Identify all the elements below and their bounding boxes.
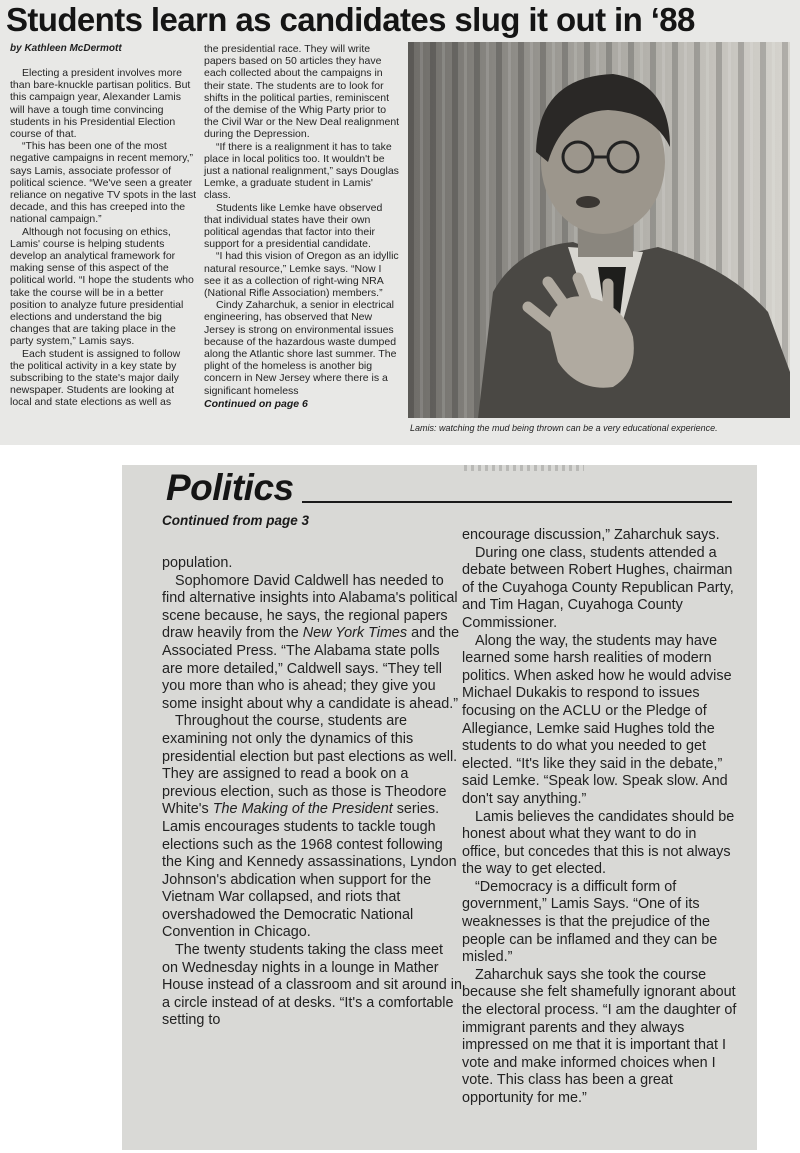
- top-article-clipping: [0, 0, 800, 445]
- paragraph: Each student is assigned to follow the political activity in a key state by subscribing to the state's major daily newspaper. Students are looking at local and state elections as well as: [10, 347, 181, 409]
- paragraph: Throughout the course, students are examining not only the dynamics of this presidential election but past elections as well. They are assigned to read a book on a previous election, such as those is Theodore White's The Making of the President series. Lamis encourages students to tackle tough elections such as the 1968 contest following the King and Kennedy assassinations, Lyndon Johnson's abdication when support for the Vietnam War collapsed, and riots that overshadowed the Democratic National Convention in Chicago.: [162, 713, 458, 941]
- section-title-rule: [302, 501, 732, 503]
- paragraph: Cindy Zaharchuk, a senior in electrical engineering, has observed that New Jersey is strong on environmental issues because of the hazardous waste dumped along the Atlantic shore last summer. The plight of the homeless is another big concern in New Jersey where there is a significant homeless: [204, 299, 397, 397]
- italic-title: The Making of the President: [212, 801, 393, 818]
- article-column-1: [10, 67, 196, 409]
- article-column-2: [204, 43, 400, 410]
- paragraph: Sophomore David Caldwell has needed to find alternative insights into Alabama's political scene because, he says, the regional papers draw heavily from the New York Times and the Associated Press. “The Alabama state polls are more detailed,” Caldwell says. “They tell you more than who is ahead; they give you some insight about why a candidate is ahead.”: [162, 572, 460, 712]
- paragraph: encourage discussion,” Zaharchuk says.: [462, 527, 720, 543]
- continued-on-page-6: Continued on page 6: [204, 397, 308, 410]
- photo-caption: Lamis: watching the mud being thrown can be a very educational experience.: [410, 423, 718, 433]
- paragraph: Lamis believes the candidates should be honest about what they want to do in office, but concedes that this is not always the way to get elected.: [462, 808, 735, 878]
- paragraph: The twenty students taking the class meet on Wednesday nights in a lounge in Mather House instead of a classroom and sit around in a circle instead of at desks. “It's a comfortable setting to: [162, 942, 462, 1029]
- paragraph: the presidential race. They will write papers based on 50 articles they have each collected about the campaigns in their state. The students are to look for shifts in the political parties, reminiscent of the demise of the Whig Party prior to the Civil War or the New Deal realignment during the Depression.: [204, 43, 400, 141]
- continued-from-page-3: Continued from page 3: [162, 513, 310, 528]
- section-title: Politics: [166, 467, 294, 508]
- clipped-edge-text: [464, 465, 584, 471]
- paragraph: “If there is a realignment it has to take place in local politics too. It wouldn't be just a national realignment,” says Douglas Lemke, a graduate student in Lamis' class.: [204, 140, 399, 202]
- byline: by Kathleen McDermott: [10, 43, 122, 54]
- continuation-column-2: [462, 527, 737, 1108]
- paragraph: “I had this vision of Oregon as an idyllic natural resource,” Lemke says. “Now I see it as a collection of right-wing NRA (National Rifle Association) members.”: [204, 250, 399, 300]
- bottom-article-clipping: [122, 465, 757, 1150]
- paragraph: Zaharchuk says she took the course because she felt shamefully ignorant about the electoral process. “I am the daughter of immigrant parents and they always impressed on me that it is important that I vote and make informed choices when I vote. This class has been a great opportunity for me.”: [462, 966, 737, 1106]
- paragraph: Along the way, the students may have learned some harsh realities of modern politics. When asked how he would advise Michael Dukakis to respond to issues focusing on the ACLU or the Pledge of Allegiance, Lemke said Hughes told the students to do what you needed to get elected. “It's like they said in the debate,” said Lemke. “Speak low. Speak slow. And don't say anything.”: [462, 632, 732, 807]
- paragraph: population.: [162, 555, 233, 571]
- article-headline: Students learn as candidates slug it out in ‘88: [6, 1, 695, 38]
- paragraph: “Democracy is a difficult form of government,” Lamis Says. “One of its weaknesses is that the prejudice of the people can be inflamed and they can be misled.”: [462, 878, 718, 966]
- lamis-photo: [408, 42, 790, 418]
- paragraph: Students like Lemke have observed that individual states have their own political agendas that factor into their support for a presidential candidate.: [204, 201, 383, 251]
- paragraph: “This has been one of the most negative campaigns in recent memory,” says Lamis, associate professor of political science. “We've seen a greater reliance on negative TV spots in the last decade, and this has creeped into the national campaign.”: [10, 140, 197, 226]
- continuation-column-1: [162, 555, 462, 1030]
- paragraph: Electing a president involves more than bare-knuckle partisan politics. But this campaign year, Alexander Lamis will have a tough time convincing students in his Presidential Election course of that.: [10, 67, 191, 141]
- paragraph: Although not focusing on ethics, Lamis' course is helping students develop an analytical framework for making sense of this aspect of the political world. “I hope the students who take the course will be in a better position to analyze future presidential elections and understand the big changes that are taking place in the party system,” Lamis says.: [10, 225, 194, 348]
- italic-title: New York Times: [302, 625, 408, 642]
- paragraph: During one class, students attended a debate between Robert Hughes, chairman of the Cuyahoga County Republican Party, and Tim Hagan, Cuyahoga County Commissioner.: [462, 544, 734, 631]
